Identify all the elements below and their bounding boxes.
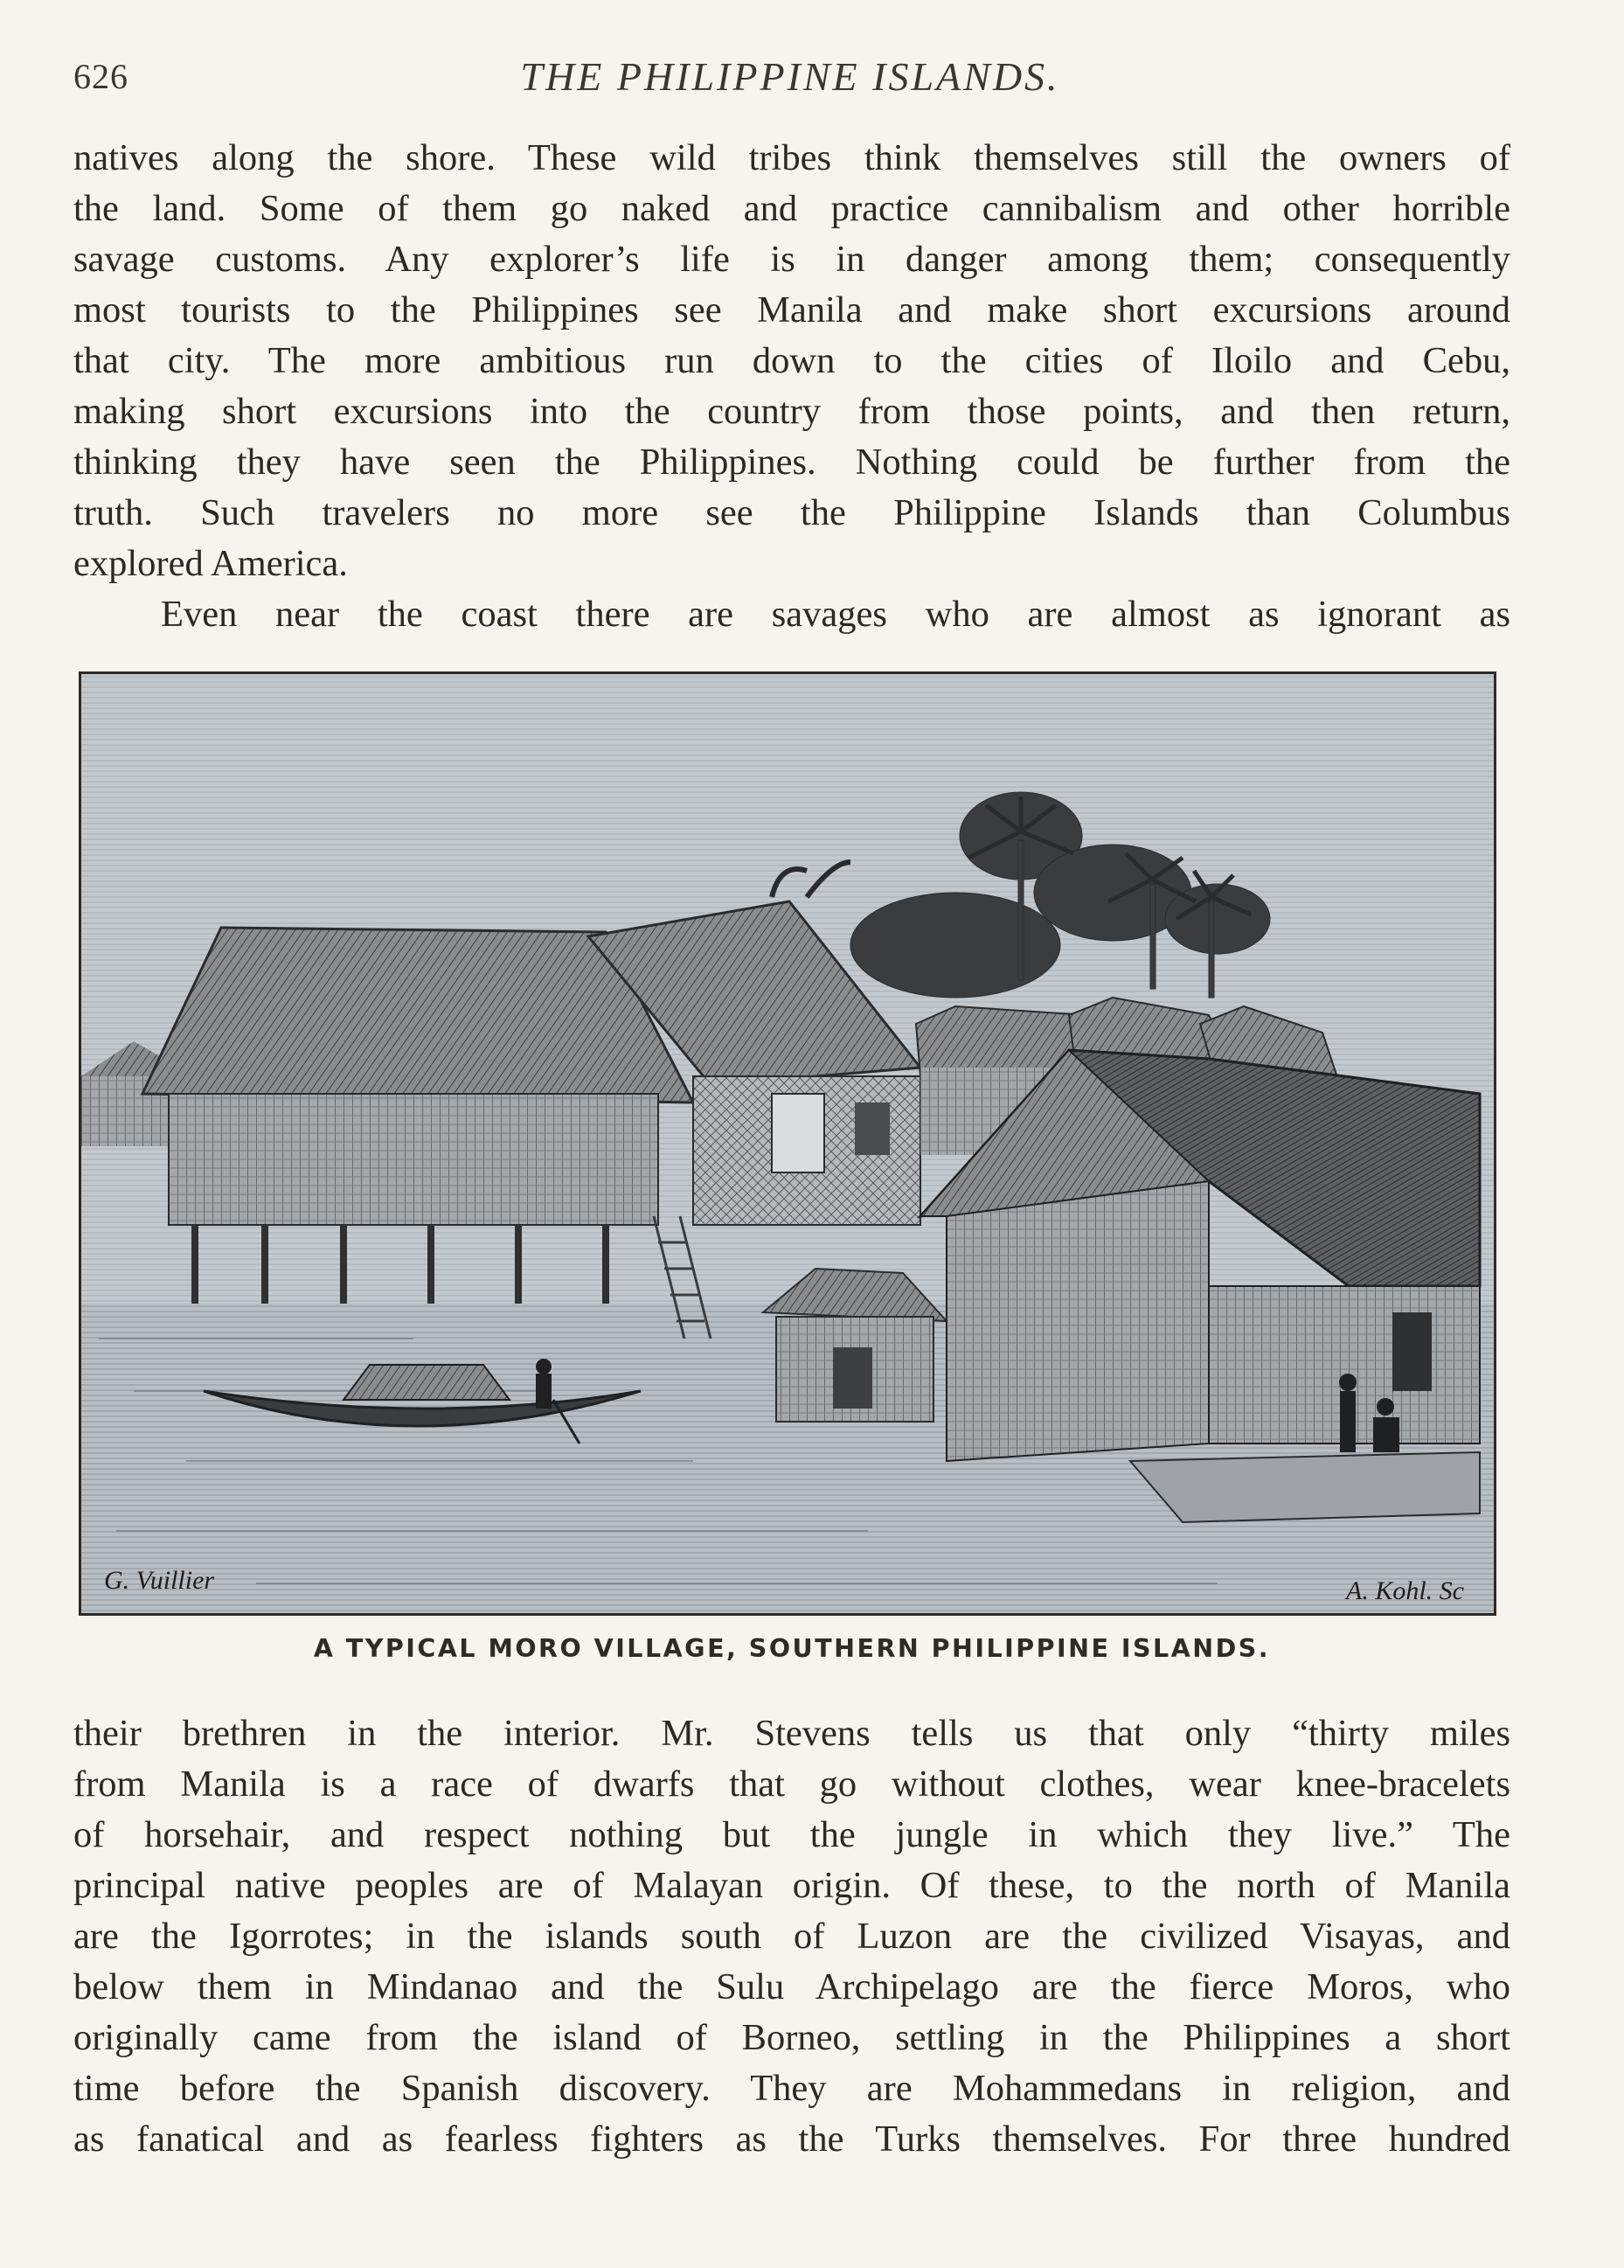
text-line: originally came from the island of Borneo, settling in the Philippines a short — [73, 2017, 1510, 2058]
text-line: from Manila is a race of dwarfs that go without clothes, wear knee-bracelets — [73, 1764, 1510, 1805]
text-line: time before the Spanish discovery. They are Mohammedans in religion, and — [73, 2068, 1510, 2109]
text-line: that city. The more ambitious run down to the cities of Iloilo and Cebu, — [73, 340, 1510, 381]
text-line: making short excursions into the country from those points, and then return, — [73, 391, 1510, 432]
text-line: natives along the shore. These wild tribes think themselves still the owners of — [73, 137, 1510, 178]
illustration-caption: A TYPICAL MORO VILLAGE, SOUTHERN PHILIPPINE ISLANDS. — [313, 1634, 1271, 1663]
running-head: THE PHILIPPINE ISLANDS. — [520, 54, 1060, 99]
text-line: savage customs. Any explorer’s life is in danger among them; consequently — [73, 239, 1510, 280]
page-header — [73, 51, 1507, 103]
body-text-top — [73, 133, 1510, 640]
text-line: thinking they have seen the Philippines. Nothing could be further from the — [73, 442, 1510, 483]
artist-signature: G. Vuillier — [104, 1566, 215, 1595]
text-line: explored America. — [73, 543, 348, 584]
text-line: the land. Some of them go naked and practice cannibalism and other horrible — [73, 188, 1510, 229]
text-line: Even near the coast there are savages who are almost as ignorant as — [161, 594, 1510, 635]
text-line: principal native peoples are of Malayan origin. Of these, to the north of Manila — [73, 1865, 1510, 1906]
text-line: below them in Mindanao and the Sulu Archipelago are the fierce Moros, who — [73, 1966, 1510, 2007]
page-number: 626 — [73, 57, 128, 96]
text-line: are the Igorrotes; in the islands south of Luzon are the civilized Visayas, and — [73, 1916, 1510, 1957]
body-text-bottom — [73, 1708, 1510, 2165]
text-line: truth. Such travelers no more see the Philippine Islands than Columbus — [73, 492, 1510, 533]
engraving-moro-village — [79, 671, 1496, 1616]
text-line: most tourists to the Philippines see Manila and make short excursions around — [73, 289, 1510, 330]
text-line: as fanatical and as fearless fighters as the Turks themselves. For three hundred — [73, 2118, 1510, 2160]
text-line: of horsehair, and respect nothing but the jungle in which they live.” The — [73, 1814, 1510, 1855]
text-line: their brethren in the interior. Mr. Stevens tells us that only “thirty miles — [73, 1713, 1510, 1754]
engraver-signature: A. Kohl. Sc — [1346, 1576, 1464, 1605]
